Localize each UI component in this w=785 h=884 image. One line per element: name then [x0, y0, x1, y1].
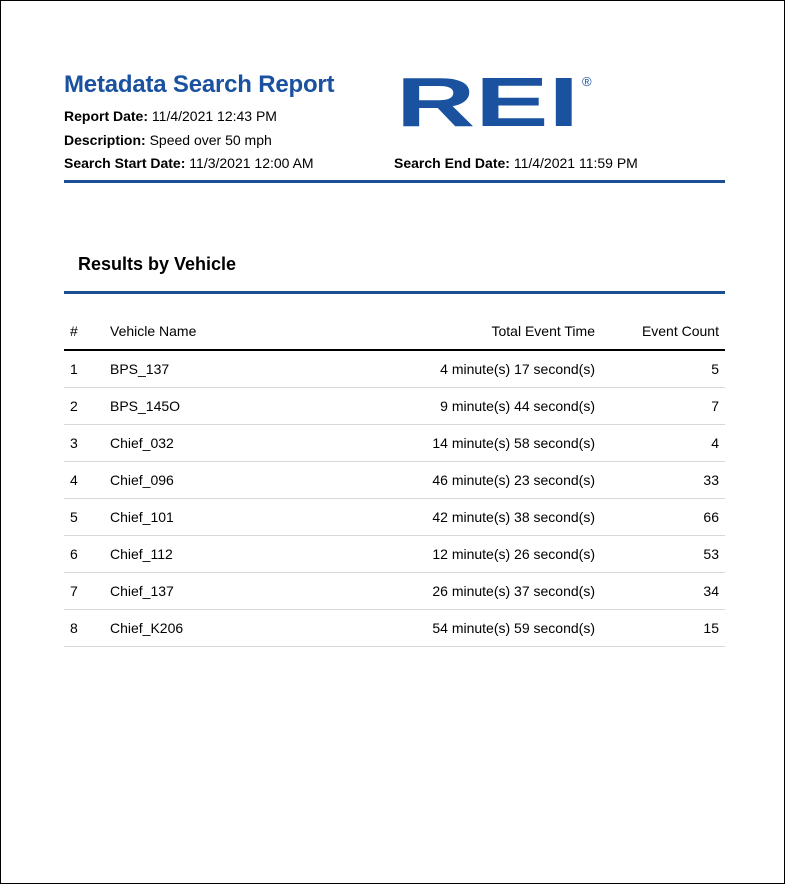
- table-row: [64, 462, 725, 499]
- row-event-count: 66: [601, 499, 725, 536]
- table-row: [64, 536, 725, 573]
- row-event-count: 53: [601, 536, 725, 573]
- table-row: [64, 350, 725, 388]
- row-total-event-time: 54 minute(s) 59 second(s): [336, 610, 601, 647]
- row-total-event-time: 26 minute(s) 37 second(s): [336, 573, 601, 610]
- row-vehicle-name: Chief_K206: [104, 610, 336, 647]
- table-row: [64, 573, 725, 610]
- table-row: [64, 610, 725, 647]
- table-row: [64, 425, 725, 462]
- row-index: 1: [64, 350, 104, 388]
- row-total-event-time: 9 minute(s) 44 second(s): [336, 388, 601, 425]
- table-row: [64, 388, 725, 425]
- rei-logo: [396, 73, 596, 129]
- row-vehicle-name: Chief_101: [104, 499, 336, 536]
- table-row: [64, 499, 725, 536]
- row-event-count: 15: [601, 610, 725, 647]
- row-event-count: 7: [601, 388, 725, 425]
- registered-mark-icon: ®: [582, 74, 592, 89]
- row-vehicle-name: BPS_145O: [104, 388, 336, 425]
- description-line: [64, 132, 272, 148]
- section-title: Results by Vehicle: [78, 254, 237, 274]
- row-vehicle-name: Chief_096: [104, 462, 336, 499]
- row-index: 4: [64, 462, 104, 499]
- row-total-event-time: 42 minute(s) 38 second(s): [336, 499, 601, 536]
- search-end-value: 11/4/2021 11:59 PM: [513, 155, 638, 171]
- row-vehicle-name: Chief_112: [104, 536, 336, 573]
- search-start-value: 11/3/2021 12:00 AM: [189, 155, 314, 171]
- search-end-label: Search End Date:: [394, 155, 510, 171]
- report-date-label: Report Date:: [64, 108, 149, 124]
- row-total-event-time: 12 minute(s) 26 second(s): [336, 536, 601, 573]
- row-index: 6: [64, 536, 104, 573]
- report-title: Metadata Search Report: [64, 71, 335, 98]
- logo-wordmark: REI: [396, 73, 579, 129]
- row-vehicle-name: BPS_137: [104, 350, 336, 388]
- row-event-count: 33: [601, 462, 725, 499]
- row-index: 8: [64, 610, 104, 647]
- report-date-line: [64, 108, 277, 124]
- col-header-total-event-time: Total Event Time: [336, 313, 601, 350]
- col-header-event-count: Event Count: [601, 313, 725, 350]
- row-index: 3: [64, 425, 104, 462]
- results-table: [64, 313, 725, 647]
- row-total-event-time: 14 minute(s) 58 second(s): [336, 425, 601, 462]
- row-index: 5: [64, 499, 104, 536]
- row-index: 7: [64, 573, 104, 610]
- col-header-index: #: [64, 313, 104, 350]
- row-vehicle-name: Chief_032: [104, 425, 336, 462]
- section-divider: [64, 291, 725, 294]
- search-start-line: [64, 155, 314, 171]
- row-total-event-time: 4 minute(s) 17 second(s): [336, 350, 601, 388]
- description-label: Description:: [64, 132, 146, 148]
- row-index: 2: [64, 388, 104, 425]
- row-vehicle-name: Chief_137: [104, 573, 336, 610]
- description-value: Speed over 50 mph: [149, 132, 272, 148]
- row-total-event-time: 46 minute(s) 23 second(s): [336, 462, 601, 499]
- search-end-line: [394, 155, 638, 171]
- report-date-value: 11/4/2021 12:43 PM: [151, 108, 277, 124]
- row-event-count: 4: [601, 425, 725, 462]
- header-divider: [64, 180, 725, 183]
- row-event-count: 34: [601, 573, 725, 610]
- search-start-label: Search Start Date:: [64, 155, 186, 171]
- col-header-vehicle-name: Vehicle Name: [104, 313, 336, 350]
- table-header-row: [64, 313, 725, 350]
- row-event-count: 5: [601, 350, 725, 388]
